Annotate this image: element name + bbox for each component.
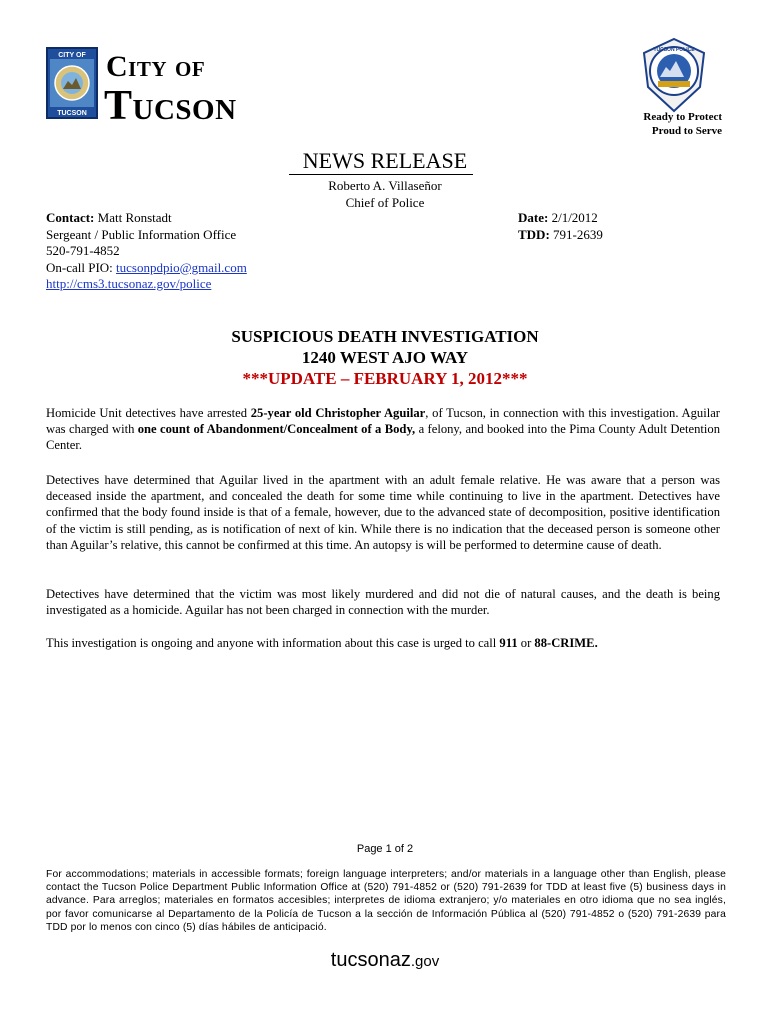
chief-name: Roberto A. Villaseñor [328, 178, 442, 193]
seal-text-top: CITY OF [58, 52, 86, 59]
motto-line2: Proud to Serve [651, 125, 722, 137]
contact-role: Sergeant / Public Information Office [46, 226, 237, 242]
headline-line1: SUSPICIOUS DEATH INVESTIGATION [231, 327, 539, 346]
pio-email-link[interactable]: tucsonpdpio@gmail.com [116, 259, 247, 275]
police-website-link[interactable]: http://cms3.tucsonaz.gov/police [46, 276, 212, 291]
contact-label: Contact: [46, 210, 95, 225]
headline-update: ***UPDATE – FEBRUARY 1, 2012*** [242, 369, 528, 388]
badge-text: TUCSON POLICE [653, 47, 695, 53]
motto [643, 110, 722, 138]
motto-line1: Ready to Protect [643, 111, 722, 123]
headline [0, 326, 770, 389]
date-label: Date: [518, 210, 549, 225]
phone-911: 911 [499, 636, 518, 650]
oncall-label: On-call PIO: [46, 259, 117, 275]
contact-phone: 520-791-4852 [46, 243, 120, 258]
phone-88crime: 88-CRIME. [534, 636, 598, 650]
charge: one count of Abandonment/Concealment of a Body, [137, 422, 416, 437]
police-badge-logo [640, 37, 708, 113]
paragraph-tips: This investigation is ongoing and anyone with information about this case is urged to call 911 or 88-CRIME. [46, 636, 598, 650]
tdd-value: 791-2639 [549, 226, 603, 242]
city-seal-logo [46, 47, 98, 119]
logo-main: tucsonaz [330, 949, 411, 971]
seal-text-bottom: TUCSON [57, 110, 87, 117]
city-name-line1: City of [106, 50, 206, 83]
heading-rule [289, 174, 473, 175]
chief-title: Chief of Police [345, 195, 425, 210]
headline-line2: 1240 WEST AJO WAY [301, 348, 469, 367]
accessibility-notice: For accommodations; materials in accessible formats; foreign language interpreters; and/or materials in a language other than English, please contact the Tucson Police Department Public Information Office at (520) 791-4852 or (520) 791-2639 for TDD at least five (5) business days in advance. Para arreglos; materiales en formatos accesibles; interpretes de idioma extranjero; y/o materiales en otro idioma que no sea inglés, por favor comunicarse al Departamento de la Policía de Tucson a la sección de Información Pública al (520) 791-4852 o (520) 791-2639 para TDD por lo menos con cinco (5) días hábiles de anticipació. [46, 869, 726, 933]
date-value: 2/1/2012 [548, 210, 598, 225]
paragraph-arrest: Homicide Unit detectives have arrested 25-year old Christopher Aguilar, of Tucson, in connection with this investigation. Aguilar was charged with one count of Abandonment/Concealment of a Body, a felony, and booked into the Pima County Adult Detention Center. [46, 406, 721, 453]
paragraph-homicide: Detectives have determined that the victim was most likely murdered and did not die of natural causes, and the death is being investigated as a homicide. Aguilar has not been charged in connection with the murder. [46, 587, 720, 618]
logo-tld: .gov [410, 953, 440, 970]
news-release-heading: NEWS RELEASE [302, 148, 468, 173]
contact-block [46, 210, 247, 293]
date-block [518, 210, 603, 243]
suspect-name: 25-year old Christopher Aguilar [250, 406, 426, 420]
paragraph-details: Detectives have determined that Aguilar lived in the apartment with an adult female relative. He was aware that a person was deceased inside the apartment, and concealed the death for some time while continuing to live in the apartment. Detectives have confirmed that the body found inside is that of a female, however, due to the advanced state of decomposition, positive identification of the victim is still pending, as is notification of next of kin. While there is no indication that the deceased person is someone other than Aguilar’s relative, this cannot be confirmed at this time. An autopsy is will be performed to determine cause of death. [46, 473, 720, 552]
city-name-line2: Tucson [104, 83, 237, 129]
tucsonaz-logo [0, 947, 770, 975]
contact-name: Matt Ronstadt [94, 210, 172, 225]
tdd-label: TDD: [518, 226, 550, 242]
page-number: Page 1 of 2 [356, 843, 414, 855]
